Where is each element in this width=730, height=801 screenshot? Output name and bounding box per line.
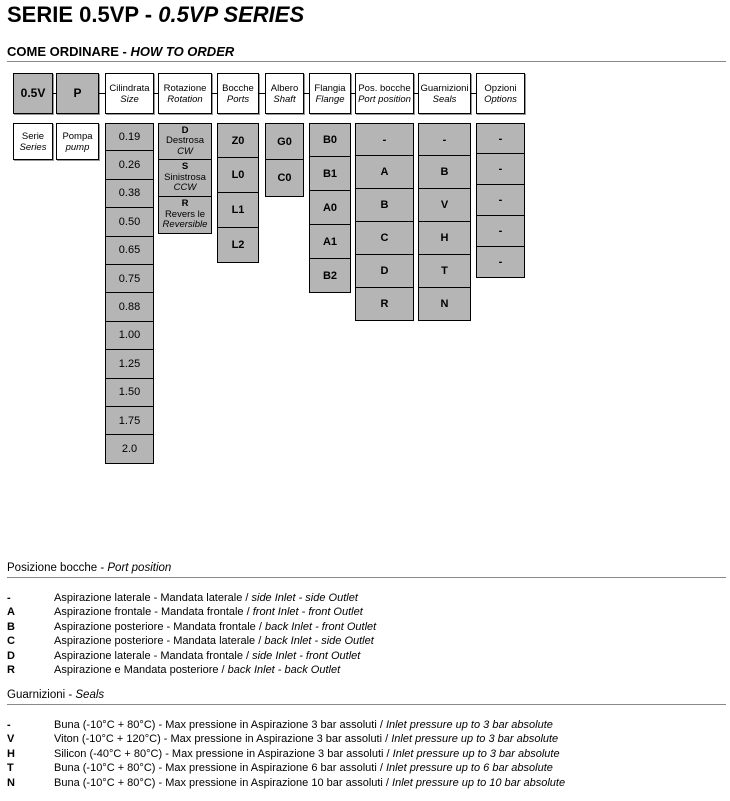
divider	[7, 61, 726, 62]
seals-section-title: Guarnizioni - Seals	[7, 689, 105, 701]
legend-text-en: Inlet pressure up to 3 bar absolute	[391, 733, 559, 746]
ports-option: Z0	[217, 123, 259, 158]
rotation-code: S	[181, 161, 189, 173]
header-size: Cilindrata Size	[105, 73, 154, 114]
rotation-it: Revers le	[164, 208, 206, 220]
size-option: 1.00	[105, 322, 154, 350]
legend-text-en: back Inlet - front Outlet	[264, 620, 377, 633]
size-option: 0.38	[105, 180, 154, 208]
legend-text	[54, 621, 376, 633]
shaft-option: C0	[265, 160, 304, 197]
ports-option: L2	[217, 228, 259, 263]
legend-code: T	[7, 762, 14, 775]
flange-option: B0	[309, 123, 351, 157]
page-title	[7, 2, 304, 28]
connector	[99, 93, 105, 94]
header-options: Opzioni Options	[476, 73, 525, 114]
size-option: 1.25	[105, 350, 154, 378]
legend-text	[54, 762, 553, 774]
legend-text-en: Inlet pressure up to 3 bar absolute	[392, 747, 560, 760]
seals-option: -	[418, 123, 471, 156]
divider	[7, 577, 726, 578]
header-ports: Bocche Ports	[217, 73, 259, 114]
legend-text	[54, 733, 558, 745]
options-option: -	[476, 216, 525, 247]
legend-code: D	[7, 649, 15, 662]
seals-column	[418, 123, 471, 321]
pump-label-box: Pompa pump	[56, 123, 99, 160]
legend-code: R	[7, 664, 15, 676]
rotation-en: Reversible	[162, 219, 208, 231]
size-option: 1.75	[105, 407, 154, 435]
shaft-option: G0	[265, 123, 304, 160]
options-option: -	[476, 185, 525, 216]
series-label-box: Serie Series	[13, 123, 53, 160]
rotation-option	[158, 197, 212, 234]
header-series-code: 0.5V	[13, 73, 53, 114]
legend-text-en: Inlet pressure up to 6 bar absolute	[385, 762, 553, 775]
header-flange: Flangia Flange	[309, 73, 351, 114]
legend-text-it: Buna (-10°C + 80°C) - Max pressione in Aspirazione 6 bar assoluti /	[54, 762, 386, 775]
legend-text-it: Aspirazione posteriore - Mandata laterale /	[54, 635, 265, 648]
legend-text	[54, 635, 374, 647]
divider	[7, 704, 726, 705]
legend-text-en: Inlet pressure up to 10 bar absolute	[392, 776, 566, 789]
size-option: 0.75	[105, 265, 154, 293]
options-option: -	[476, 123, 525, 154]
flange-column	[309, 123, 351, 293]
section-title-how-to-order	[7, 44, 234, 59]
connector	[53, 93, 56, 94]
legend-text-it: Aspirazione posteriore - Mandata frontale /	[54, 620, 265, 633]
legend-text-it: Silicon (-40°C + 80°C) - Max pressione in Aspirazione 3 bar assoluti /	[54, 747, 393, 760]
rotation-en: CW	[177, 145, 193, 157]
connector	[259, 93, 265, 94]
legend-text	[54, 748, 560, 760]
rotation-code: R	[181, 198, 189, 210]
legend-text	[54, 719, 553, 731]
port-position-option: C	[355, 222, 414, 255]
rotation-column	[158, 123, 212, 234]
rotation-option	[158, 160, 212, 197]
rotation-it: Sinistrosa	[164, 171, 206, 183]
rotation-en: CCW	[173, 182, 197, 194]
rotation-it: Destrosa	[165, 135, 204, 147]
header-shaft: Albero Shaft	[265, 73, 304, 114]
legend-text-en: front Inlet - front Outlet	[252, 606, 363, 619]
legend-code: -	[7, 592, 11, 604]
subtitle-en: HOW TO ORDER	[130, 44, 235, 59]
ports-column	[217, 123, 259, 263]
size-option: 0.26	[105, 151, 154, 179]
legend-text	[54, 664, 340, 676]
size-option: 1.50	[105, 379, 154, 407]
legend-code: -	[7, 719, 11, 731]
legend-text-it: Aspirazione e Mandata posteriore /	[54, 664, 228, 676]
legend-text-it: Buna (-10°C + 80°C) - Max pressione in Aspirazione 3 bar assoluti /	[54, 719, 386, 731]
legend-code: B	[7, 620, 15, 633]
port-position-option: R	[355, 288, 414, 321]
port-position-option: B	[355, 189, 414, 222]
legend-code: H	[7, 747, 15, 760]
legend-text-en: back Inlet - back Outlet	[227, 664, 341, 676]
size-option: 0.50	[105, 208, 154, 236]
options-option: -	[476, 154, 525, 185]
legend-code: A	[7, 606, 15, 619]
legend-text-en: side Inlet - front Outlet	[252, 649, 361, 662]
header-pump-code: P	[56, 73, 99, 114]
legend-text-it: Aspirazione frontale - Mandata frontale /	[54, 606, 253, 619]
legend-text	[54, 592, 358, 604]
size-option: 0.65	[105, 237, 154, 265]
size-column	[105, 123, 154, 464]
ports-option: L0	[217, 158, 259, 193]
shaft-column	[265, 123, 304, 197]
port-position-option: A	[355, 156, 414, 189]
port-position-column	[355, 123, 414, 321]
seals-option: T	[418, 255, 471, 288]
seals-option: V	[418, 189, 471, 222]
legend-text-en: back Inlet - side Outlet	[264, 635, 374, 648]
rotation-option	[158, 123, 212, 160]
legend-text-it: Buna (-10°C + 80°C) - Max pressione in Aspirazione 10 bar assoluti /	[54, 776, 393, 789]
connector	[212, 93, 217, 94]
flange-option: A1	[309, 225, 351, 259]
flange-option: B1	[309, 157, 351, 191]
legend-code: N	[7, 776, 15, 789]
size-option: 2.0	[105, 435, 154, 463]
options-column	[476, 123, 525, 278]
header-seals: Guarnizioni Seals	[418, 73, 471, 114]
legend-text	[54, 777, 565, 789]
seals-option: N	[418, 288, 471, 321]
connector	[471, 93, 476, 94]
options-option: -	[476, 247, 525, 278]
title-it: SERIE 0.5VP -	[7, 2, 159, 27]
rotation-code: D	[181, 124, 189, 136]
port-position-section-title: Posizione bocche - Port position	[7, 562, 172, 574]
subtitle-it: COME ORDINARE -	[7, 44, 131, 59]
connector	[304, 93, 309, 94]
seals-option: H	[418, 222, 471, 255]
size-option: 0.19	[105, 123, 154, 151]
port-position-option: D	[355, 255, 414, 288]
legend-text-it: Viton (-10°C + 120°C) - Max pressione in Aspirazione 3 bar assoluti /	[54, 733, 392, 746]
legend-text-it: Aspirazione laterale - Mandata laterale /	[54, 592, 252, 604]
port-position-option: -	[355, 123, 414, 156]
legend-text	[54, 606, 363, 618]
title-en: 0.5VP SERIES	[158, 2, 305, 27]
connector	[414, 93, 418, 94]
legend-text-it: Aspirazione laterale - Mandata frontale /	[54, 649, 253, 662]
legend-code: V	[7, 733, 15, 746]
legend-code: C	[7, 635, 15, 648]
flange-option: B2	[309, 259, 351, 293]
header-rotation: Rotazione Rotation	[158, 73, 212, 114]
seals-option: B	[418, 156, 471, 189]
connector	[351, 93, 355, 94]
ports-option: L1	[217, 193, 259, 228]
size-option: 0.88	[105, 293, 154, 321]
connector	[154, 93, 158, 94]
legend-text-en: Inlet pressure up to 3 bar absolute	[385, 719, 553, 731]
flange-option: A0	[309, 191, 351, 225]
legend-text	[54, 650, 360, 662]
header-port-position: Pos. bocche Port position	[355, 73, 414, 114]
legend-text-en: side Inlet - side Outlet	[251, 592, 358, 604]
